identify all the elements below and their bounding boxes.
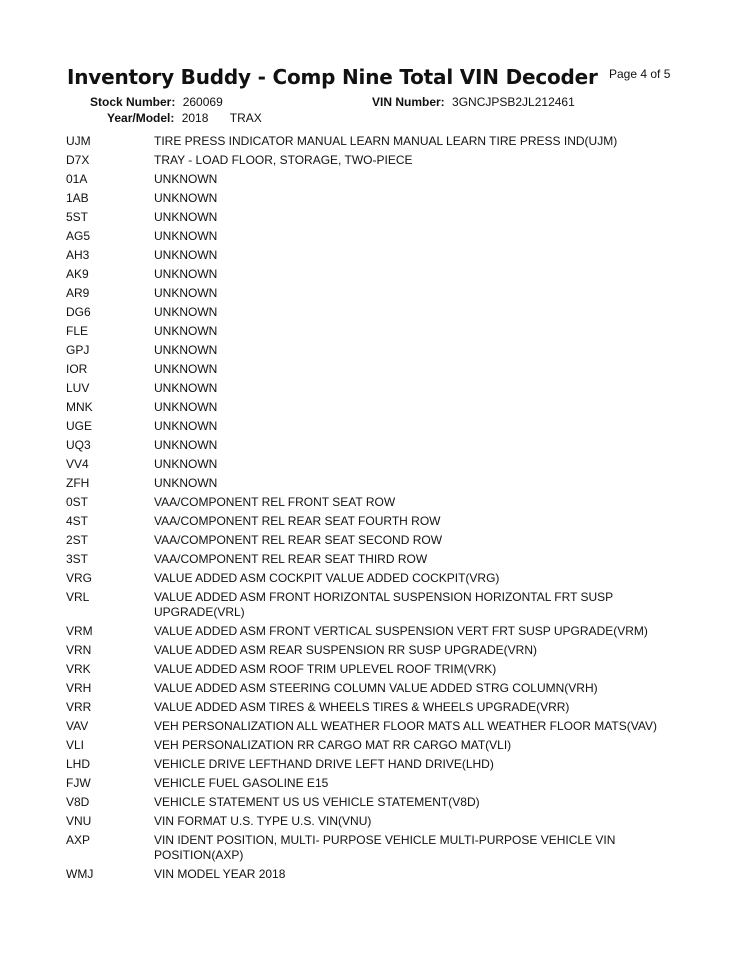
list-item [0, 588, 742, 622]
model-value: TRAX [229, 111, 262, 125]
option-description: VALUE ADDED ASM REAR SUSPENSION RR SUSP UPGRADE(VRN) [154, 643, 537, 657]
list-item [0, 622, 742, 641]
option-code: FLE [66, 324, 89, 338]
option-code: VRG [66, 571, 93, 585]
list-item [0, 379, 742, 398]
option-code: AK9 [66, 267, 89, 281]
list-item [0, 284, 742, 303]
option-code: 2ST [66, 533, 89, 547]
option-code: 01A [66, 172, 88, 186]
list-item [0, 246, 742, 265]
option-description: TRAY - LOAD FLOOR, STORAGE, TWO-PIECE [154, 153, 413, 167]
option-description: VIN FORMAT U.S. TYPE U.S. VIN(VNU) [154, 814, 372, 828]
option-description: VEH PERSONALIZATION RR CARGO MAT RR CARGO MAT(VLI) [154, 738, 512, 752]
option-code: FJW [66, 776, 91, 790]
list-item [0, 717, 742, 736]
stock-number-field [90, 95, 223, 109]
option-description: UNKNOWN [154, 191, 218, 205]
list-item [0, 512, 742, 531]
option-description: VEHICLE STATEMENT US US VEHICLE STATEMENT(V8D) [154, 795, 480, 809]
option-description: UNKNOWN [154, 438, 218, 452]
list-item [0, 793, 742, 812]
option-code: AXP [66, 833, 91, 847]
option-code: VRL [66, 590, 90, 604]
option-description: UNKNOWN [154, 343, 218, 357]
list-item [0, 736, 742, 755]
option-code: D7X [66, 153, 90, 167]
option-description: VALUE ADDED ASM TIRES & WHEELS TIRES & WHEELS UPGRADE(VRR) [154, 700, 570, 714]
list-item [0, 755, 742, 774]
option-description: VALUE ADDED ASM FRONT HORIZONTAL SUSPENSION HORIZONTAL FRT SUSP UPGRADE(VRL) [154, 590, 613, 619]
option-code: VRR [66, 700, 92, 714]
option-description: VEHICLE FUEL GASOLINE E15 [154, 776, 329, 790]
option-code: IOR [66, 362, 88, 376]
option-code: VRK [66, 662, 91, 676]
option-description: UNKNOWN [154, 476, 218, 490]
option-code: UGE [66, 419, 93, 433]
option-code: GPJ [66, 343, 90, 357]
option-description: UNKNOWN [154, 248, 218, 262]
option-description: UNKNOWN [154, 457, 218, 471]
year-model-field [107, 111, 262, 125]
option-code: AH3 [66, 248, 90, 262]
option-code: LHD [66, 757, 91, 771]
option-description: VAA/COMPONENT REL REAR SEAT THIRD ROW [154, 552, 428, 566]
page-number: Page 4 of 5 [609, 67, 671, 81]
option-code-list [0, 132, 742, 884]
option-description: UNKNOWN [154, 267, 218, 281]
option-description: UNKNOWN [154, 362, 218, 376]
option-code: VRM [66, 624, 93, 638]
option-description: TIRE PRESS INDICATOR MANUAL LEARN MANUAL LEARN TIRE PRESS IND(UJM) [154, 134, 618, 148]
list-item [0, 208, 742, 227]
list-item [0, 474, 742, 493]
option-code: UQ3 [66, 438, 91, 452]
list-item [0, 531, 742, 550]
list-item [0, 455, 742, 474]
list-item [0, 189, 742, 208]
option-description: VAA/COMPONENT REL REAR SEAT SECOND ROW [154, 533, 443, 547]
list-item [0, 641, 742, 660]
option-code: VNU [66, 814, 92, 828]
option-code: VV4 [66, 457, 89, 471]
list-item [0, 436, 742, 455]
option-code: DG6 [66, 305, 91, 319]
vin-number-field [372, 95, 575, 109]
option-code: AR9 [66, 286, 90, 300]
option-description: UNKNOWN [154, 286, 218, 300]
option-description: VIN IDENT POSITION, MULTI- PURPOSE VEHICLE MULTI-PURPOSE VEHICLE VIN POSITION(AXP) [154, 833, 616, 862]
list-item [0, 550, 742, 569]
list-item [0, 227, 742, 246]
option-description: UNKNOWN [154, 381, 218, 395]
option-code: AG5 [66, 229, 91, 243]
option-code: VRH [66, 681, 92, 695]
list-item [0, 698, 742, 717]
option-description: UNKNOWN [154, 400, 218, 414]
option-description: VAA/COMPONENT REL REAR SEAT FOURTH ROW [154, 514, 441, 528]
list-item [0, 398, 742, 417]
list-item [0, 865, 742, 884]
list-item [0, 265, 742, 284]
vin-number-value: 3GNCJPSB2JL212461 [452, 95, 575, 109]
option-description: VEHICLE DRIVE LEFTHAND DRIVE LEFT HAND DRIVE(LHD) [154, 757, 494, 771]
option-code: VAV [66, 719, 89, 733]
report-title: Inventory Buddy - Comp Nine Total VIN Decoder [67, 65, 598, 89]
list-item [0, 831, 742, 865]
list-item [0, 151, 742, 170]
list-item [0, 569, 742, 588]
year-model-label: Year/Model: [107, 111, 175, 125]
list-item [0, 774, 742, 793]
list-item [0, 812, 742, 831]
list-item [0, 679, 742, 698]
option-code: MNK [66, 400, 93, 414]
stock-number-value: 260069 [182, 95, 223, 109]
option-description: UNKNOWN [154, 324, 218, 338]
option-description: UNKNOWN [154, 172, 218, 186]
option-description: UNKNOWN [154, 419, 218, 433]
option-description: VALUE ADDED ASM FRONT VERTICAL SUSPENSION VERT FRT SUSP UPGRADE(VRM) [154, 624, 648, 638]
option-code: 0ST [66, 495, 89, 509]
option-code: ZFH [66, 476, 90, 490]
list-item [0, 493, 742, 512]
option-code: 5ST [66, 210, 89, 224]
option-code: V8D [66, 795, 90, 809]
option-description: UNKNOWN [154, 210, 218, 224]
option-code: 1AB [66, 191, 89, 205]
list-item [0, 170, 742, 189]
option-code: LUV [66, 381, 90, 395]
option-description: VIN MODEL YEAR 2018 [154, 867, 286, 881]
vin-number-label: VIN Number: [372, 95, 445, 109]
option-code: VLI [66, 738, 85, 752]
list-item [0, 360, 742, 379]
list-item [0, 303, 742, 322]
option-description: VALUE ADDED ASM ROOF TRIM UPLEVEL ROOF TRIM(VRK) [154, 662, 497, 676]
option-description: VALUE ADDED ASM STEERING COLUMN VALUE ADDED STRG COLUMN(VRH) [154, 681, 598, 695]
list-item [0, 132, 742, 151]
list-item [0, 322, 742, 341]
option-code: UJM [66, 134, 91, 148]
option-code: 3ST [66, 552, 89, 566]
option-code: VRN [66, 643, 92, 657]
option-description: VAA/COMPONENT REL FRONT SEAT ROW [154, 495, 396, 509]
list-item [0, 417, 742, 436]
list-item [0, 660, 742, 679]
option-code: WMJ [66, 867, 94, 881]
list-item [0, 341, 742, 360]
stock-number-label: Stock Number: [90, 95, 176, 109]
option-description: UNKNOWN [154, 305, 218, 319]
option-description: UNKNOWN [154, 229, 218, 243]
option-description: VALUE ADDED ASM COCKPIT VALUE ADDED COCKPIT(VRG) [154, 571, 500, 585]
option-description: VEH PERSONALIZATION ALL WEATHER FLOOR MATS ALL WEATHER FLOOR MATS(VAV) [154, 719, 657, 733]
year-value: 2018 [181, 111, 209, 125]
option-code: 4ST [66, 514, 89, 528]
